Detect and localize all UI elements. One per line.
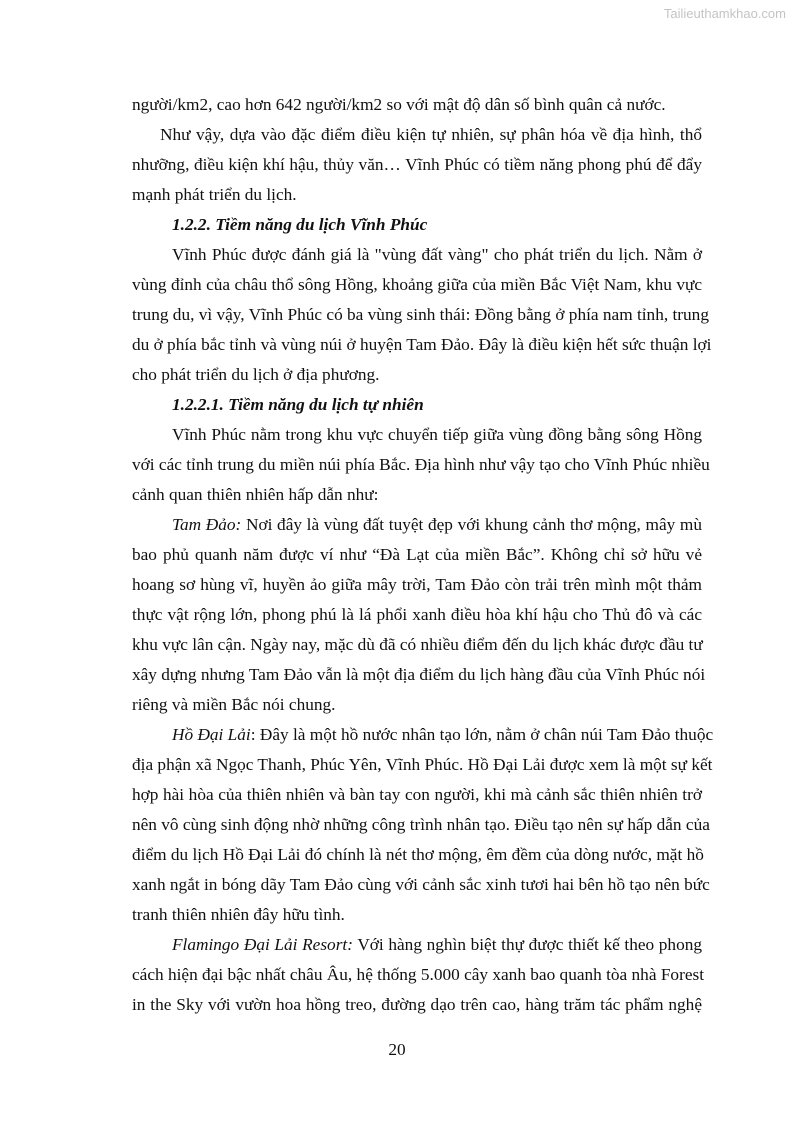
text-line	[132, 870, 710, 900]
document-body	[132, 90, 714, 1020]
text-line	[132, 150, 702, 180]
italic-lead: Hồ Đại Lải	[172, 725, 251, 744]
text-line	[132, 630, 702, 660]
text-line	[132, 480, 702, 510]
line-text: nhưỡng, điều kiện khí hậu, thủy văn… Vĩnh Phúc có tiềm năng phong phú để đẩy	[132, 155, 702, 174]
text-line	[132, 660, 706, 690]
text-line	[132, 510, 702, 540]
line-text: địa phận xã Ngọc Thanh, Phúc Yên, Vĩnh Phúc. Hồ Đại Lải được xem là một sự kết	[132, 755, 713, 774]
text-line	[132, 780, 702, 810]
paragraph	[132, 90, 702, 120]
text-line	[132, 960, 705, 990]
line-text: xây dựng nhưng Tam Đảo vẫn là một địa điểm du lịch hàng đầu của Vĩnh Phúc nói	[132, 665, 706, 684]
section-heading	[132, 210, 702, 240]
line-text: cách hiện đại bậc nhất châu Âu, hệ thống 5.000 cây xanh bao quanh tòa nhà Forest	[132, 965, 705, 984]
line-text: hoang sơ hùng vĩ, huyền ảo giữa mây trời, Tam Đảo còn trải trên mình một thảm	[132, 575, 702, 594]
text-line	[132, 720, 714, 750]
text-line	[132, 570, 702, 600]
paragraph	[132, 240, 712, 390]
text-line	[132, 120, 702, 150]
line-text: mạnh phát triển du lịch.	[132, 185, 297, 204]
text-line	[132, 840, 702, 870]
line-text: người/km2, cao hơn 642 người/km2 so với mật độ dân số bình quân cả nước.	[132, 95, 666, 114]
line-text: du ở phía bắc tỉnh và vùng núi ở huyện Tam Đảo. Đây là điều kiện hết sức thuận lợi	[132, 335, 712, 354]
text-line	[132, 360, 702, 390]
text-line	[132, 210, 702, 240]
text-line	[132, 300, 709, 330]
paragraph	[132, 720, 714, 930]
line-text: khu vực lân cận. Ngày nay, mặc dù đã có nhiều điểm đến du lịch khác được đầu tư	[132, 635, 703, 654]
line-text: riêng và miền Bắc nói chung.	[132, 695, 336, 714]
line-text: Như vậy, dựa vào đặc điểm điều kiện tự nhiên, sự phân hóa về địa hình, thổ	[160, 125, 702, 144]
line-text: cho phát triển du lịch ở địa phương.	[132, 365, 380, 384]
watermark: Tailieuthamkhao.com	[663, 6, 786, 21]
line-text: bao phủ quanh năm được ví như “Đà Lạt của miền Bắc”. Không chỉ sở hữu vẻ	[132, 545, 702, 564]
paragraph	[132, 420, 710, 510]
text-line	[132, 390, 702, 420]
line-text: tranh thiên nhiên đây hữu tình.	[132, 905, 345, 924]
italic-lead: Flamingo Đại Lải Resort:	[172, 935, 353, 954]
text-line	[132, 90, 702, 120]
text-line	[132, 240, 702, 270]
text-line	[132, 810, 710, 840]
text-line	[132, 330, 712, 360]
text-line	[132, 750, 713, 780]
line-text: Nơi đây là vùng đất tuyệt đẹp với khung cảnh thơ mộng, mây mù	[241, 515, 703, 534]
line-text: 1.2.2. Tiềm năng du lịch Vĩnh Phúc	[172, 215, 428, 234]
line-text: Vĩnh Phúc nằm trong khu vực chuyển tiếp giữa vùng đồng bằng sông Hồng	[172, 425, 702, 444]
line-text: hợp hài hòa của thiên nhiên và bàn tay con người, khi mà cảnh sắc thiên nhiên trở	[132, 785, 702, 804]
line-text: in the Sky với vườn hoa hồng treo, đường dạo trên cao, hàng trăm tác phẩm nghệ	[132, 995, 702, 1014]
line-text: trung du, vì vậy, Vĩnh Phúc có ba vùng sinh thái: Đồng bằng ở phía nam tỉnh, trung	[132, 305, 709, 324]
line-text: 1.2.2.1. Tiềm năng du lịch tự nhiên	[172, 395, 424, 414]
text-line	[132, 690, 702, 720]
page-number: 20	[388, 1040, 406, 1059]
section-heading	[132, 390, 702, 420]
line-text: thực vật rộng lớn, phong phú là lá phổi xanh điều hòa khí hậu cho Thủ đô và các	[132, 605, 702, 624]
italic-lead: Tam Đảo:	[172, 515, 242, 534]
line-text: nên vô cùng sinh động nhờ những công trình nhân tạo. Điều tạo nên sự hấp dẫn của	[132, 815, 710, 834]
line-text: xanh ngắt in bóng dãy Tam Đảo cùng với cảnh sắc xinh tươi hai bên hồ tạo nên bức	[132, 875, 710, 894]
text-line	[132, 180, 702, 210]
line-text: Với hàng nghìn biệt thự được thiết kế theo phong	[352, 935, 702, 954]
paragraph	[132, 120, 702, 210]
line-text: : Đây là một hồ nước nhân tạo lớn, nằm ở chân núi Tam Đảo thuộc	[250, 725, 714, 744]
text-line	[132, 420, 702, 450]
text-line	[132, 540, 702, 570]
line-text: điểm du lịch Hồ Đại Lải đó chính là nét thơ mộng, êm đềm của dòng nước, mặt hồ	[132, 845, 704, 864]
paragraph	[132, 510, 706, 720]
line-text: vùng đỉnh của châu thổ sông Hồng, khoảng giữa của miền Bắc Việt Nam, khu vực	[132, 275, 702, 294]
text-line	[132, 270, 702, 300]
text-line	[132, 930, 702, 960]
text-line	[132, 990, 702, 1020]
line-text: cảnh quan thiên nhiên hấp dẫn như:	[132, 485, 379, 504]
text-line	[132, 900, 702, 930]
paragraph	[132, 930, 705, 1020]
text-line	[132, 600, 702, 630]
line-text: Vĩnh Phúc được đánh giá là "vùng đất vàng" cho phát triển du lịch. Nằm ở	[172, 245, 702, 264]
line-text: với các tỉnh trung du miền núi phía Bắc. Địa hình như vậy tạo cho Vĩnh Phúc nhiều	[132, 455, 710, 474]
text-line	[132, 450, 710, 480]
